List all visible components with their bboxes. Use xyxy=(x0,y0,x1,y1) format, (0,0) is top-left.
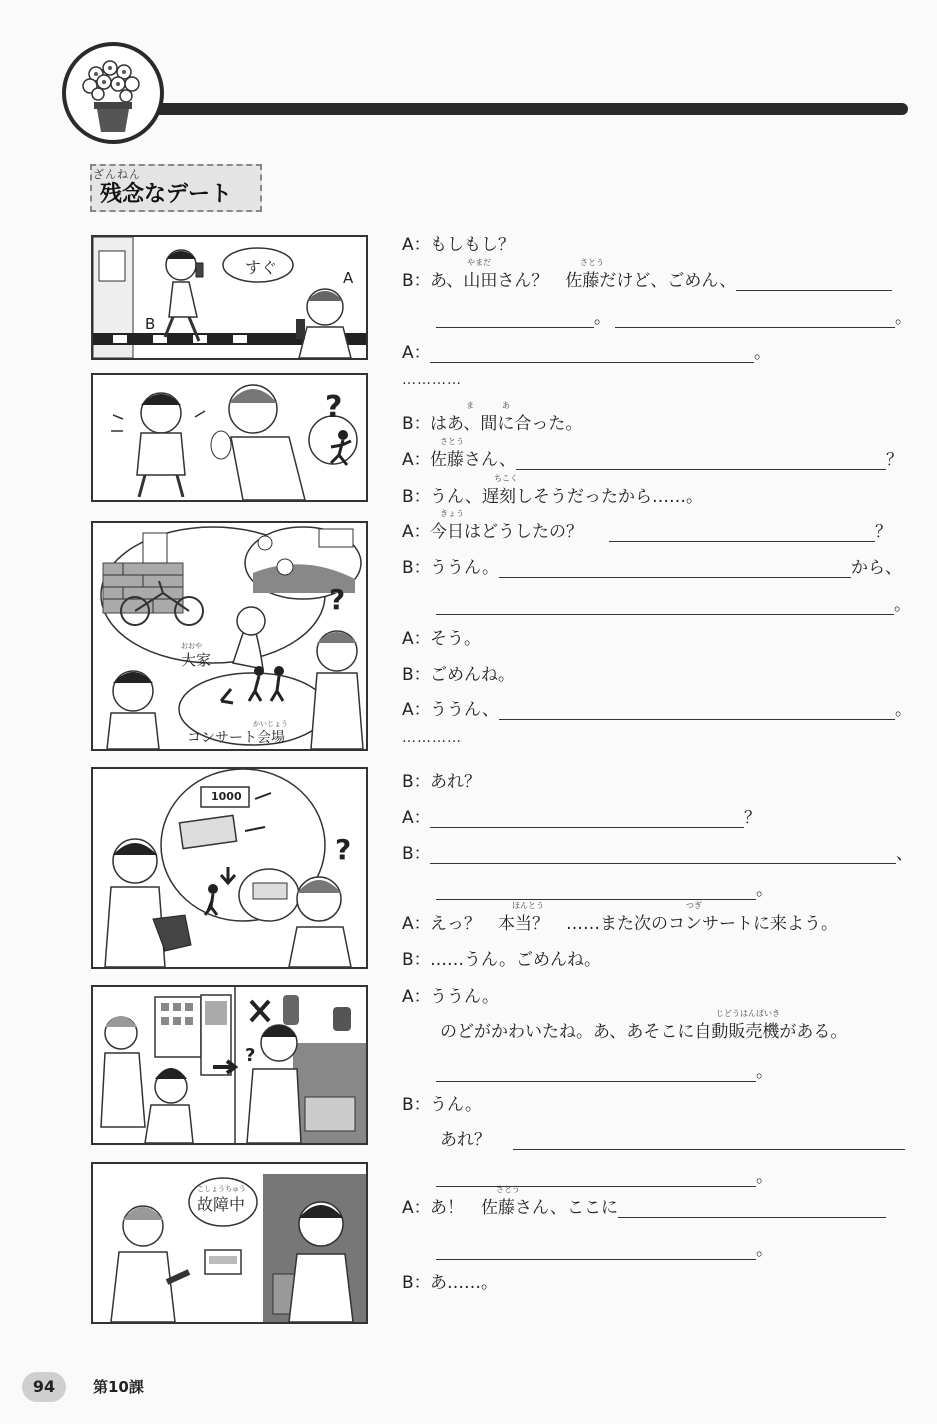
dialogue-line-1: A：もしもし？ xyxy=(402,235,515,255)
ruby-kyou: きょう xyxy=(440,509,464,518)
speech-bubble-text: すぐ xyxy=(245,258,278,277)
dialogue-line-12: B：ごめんね。 xyxy=(402,665,515,685)
header-bar xyxy=(140,103,908,115)
comic-panel-2 xyxy=(91,373,368,502)
ruby-jidouhanbaiki: じどうはんばいき xyxy=(716,1009,780,1018)
answer-blank[interactable] xyxy=(436,309,594,328)
ellipsis-divider: ………… xyxy=(402,372,462,388)
ruby-chikoku: ちこく xyxy=(494,474,518,483)
svg-text:?: ? xyxy=(329,583,346,616)
label-a: A xyxy=(343,269,354,287)
dialogue-line-26: A：あ！ 佐藤さん、ここに xyxy=(402,1193,886,1218)
comic-panel-3 xyxy=(91,521,368,751)
answer-blank[interactable] xyxy=(618,1199,886,1218)
dialogue-line-15: A： ？ xyxy=(402,808,761,828)
dialogue-line-7: B：うん、遅刻しそうだったから……。 xyxy=(402,487,704,507)
dialogue-line-6: A：佐藤さん、 ？ xyxy=(402,450,904,470)
dialogue-line-24: あれ？ xyxy=(440,1125,905,1150)
answer-blank[interactable] xyxy=(513,1131,905,1150)
comic-panel-6 xyxy=(91,1162,368,1324)
out-of-order-ruby: こしょうちゅう xyxy=(197,1185,246,1193)
lesson-label: 第10課 xyxy=(93,1378,144,1396)
ruby-sato: さとう xyxy=(580,258,604,267)
answer-blank[interactable] xyxy=(736,272,892,291)
answer-blank[interactable] xyxy=(436,881,756,900)
dialogue-line-23: B：うん。 xyxy=(402,1095,483,1115)
dialogue-line-18: A：えっ？ 本当？ ……また次のコンサートに来よう。 xyxy=(402,914,838,934)
dialogue-line-25: 。 xyxy=(436,1162,773,1187)
dialogue-line-13: A：ううん、 。 xyxy=(402,700,913,720)
dialogue-line-22: 。 xyxy=(436,1057,773,1082)
banknote-text: 1000 xyxy=(211,790,242,803)
out-of-order-text: 故障中 xyxy=(197,1195,246,1214)
venue-ruby: かいじょう xyxy=(253,720,288,728)
dialogue-line-8: A：今日はどうしたの？ ？ xyxy=(402,522,892,542)
answer-blank[interactable] xyxy=(430,809,744,828)
dialogue-line-11: A：そう。 xyxy=(402,629,481,649)
dialogue-line-16: B： 、 xyxy=(402,844,913,864)
answer-blank[interactable] xyxy=(499,701,895,720)
ruby-sato: さとう xyxy=(496,1185,520,1194)
dialogue-line-4: A： 。 xyxy=(402,343,771,363)
ruby-sato: さとう xyxy=(440,437,464,446)
page-title: 残念なデート xyxy=(100,182,233,207)
ruby-a: あ xyxy=(502,401,510,410)
landlord-label: 大家 xyxy=(181,651,212,669)
answer-blank[interactable] xyxy=(436,1063,756,1082)
answer-blank[interactable] xyxy=(436,1168,756,1187)
comic-panel-1 xyxy=(91,235,368,360)
answer-blank[interactable] xyxy=(615,309,895,328)
answer-blank[interactable] xyxy=(516,451,886,470)
dialogue-line-10: 。 xyxy=(436,590,911,615)
answer-blank[interactable] xyxy=(609,523,875,542)
dialogue-line-19: B：……うん。ごめんね。 xyxy=(402,950,602,970)
answer-blank[interactable] xyxy=(436,596,894,615)
dialogue-line-9: B：ううん。 から、 xyxy=(402,558,903,578)
label-b: B xyxy=(145,315,156,333)
comic-panel-5 xyxy=(91,985,368,1145)
dialogue-line-2: B：あ、山田さん？ 佐藤だけど、ごめん、 xyxy=(402,266,892,291)
dialogue-line-5: B：はあ、間に合った。 xyxy=(402,414,583,434)
ruby-yamada: やまだ xyxy=(467,258,491,267)
dialogue-line-3: 。 。 xyxy=(436,303,912,328)
answer-blank[interactable] xyxy=(436,1241,756,1260)
flower-pot-icon xyxy=(62,42,164,144)
svg-text:?: ? xyxy=(245,1045,256,1066)
venue-label: コンサート会場 xyxy=(187,730,285,746)
svg-text:?: ? xyxy=(325,390,343,425)
dialogue-line-14: B：あれ？ xyxy=(402,772,481,792)
ruby-ma: ま xyxy=(466,401,474,410)
ellipsis-divider: ………… xyxy=(402,730,462,746)
dialogue-line-28: B：あ……。 xyxy=(402,1273,498,1293)
dialogue-line-17: 。 xyxy=(436,875,773,900)
comic-panel-4 xyxy=(91,767,368,969)
landlord-ruby: おおや xyxy=(181,642,202,650)
answer-blank[interactable] xyxy=(430,344,754,363)
ruby-tsugi: つぎ xyxy=(686,901,702,910)
dialogue-line-27: 。 xyxy=(436,1235,773,1260)
dialogue-line-20: A：ううん。 xyxy=(402,987,500,1007)
dialogue-line-21: のどがかわいたね。あ、あそこに自動販売機がある。 xyxy=(440,1022,848,1042)
answer-blank[interactable] xyxy=(430,845,896,864)
svg-text:?: ? xyxy=(335,833,352,866)
title-ruby: ざんねん xyxy=(93,168,141,181)
ruby-hontou: ほんとう xyxy=(512,901,544,910)
page-number: 94 xyxy=(22,1372,66,1402)
answer-blank[interactable] xyxy=(499,559,851,578)
